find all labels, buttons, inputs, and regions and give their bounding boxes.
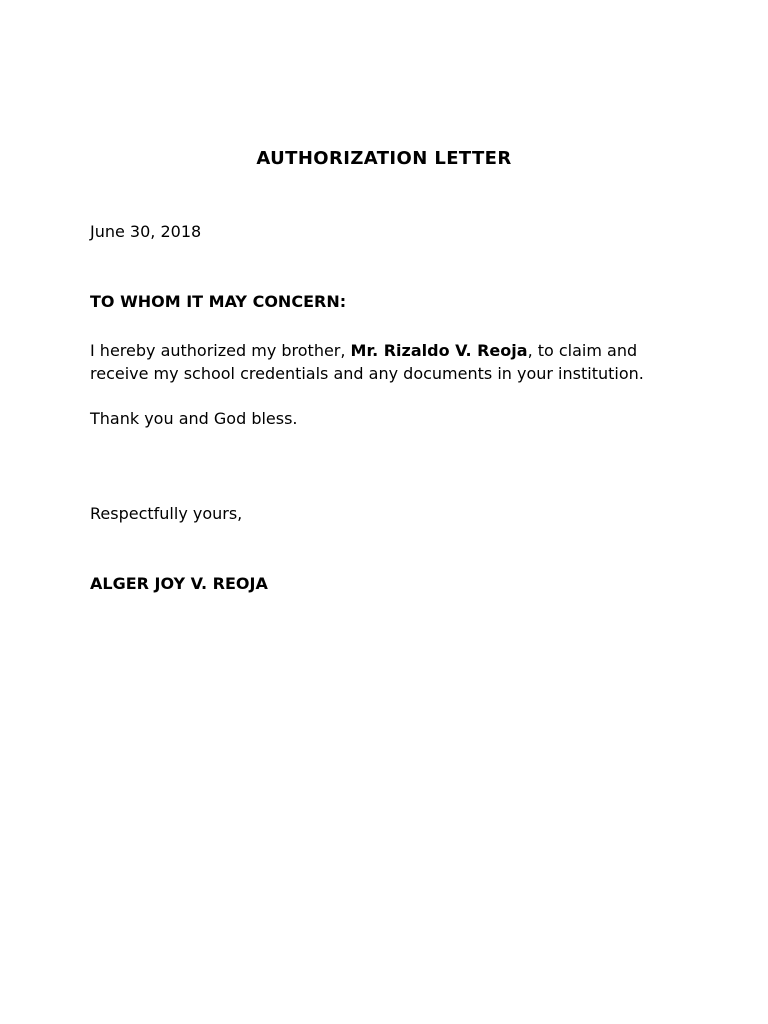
letter-body-line-1 [90, 339, 637, 362]
letter-date: June 30, 2018 [90, 222, 202, 241]
authorized-person-name: Mr. Rizaldo V. Reoja [350, 341, 528, 360]
letter-salutation: TO WHOM IT MAY CONCERN: [90, 292, 347, 311]
letter-title: AUTHORIZATION LETTER [256, 148, 512, 169]
body-text-continuation: , to claim and [527, 341, 638, 360]
letter-closing: Respectfully yours, [90, 504, 243, 523]
letter-body-line-2: receive my school credentials and any documents in your institution. [90, 364, 644, 383]
letter-thanks: Thank you and God bless. [90, 409, 298, 428]
body-text-intro: I hereby authorized my brother, [90, 341, 351, 360]
letter-signatory: ALGER JOY V. REOJA [90, 574, 268, 593]
